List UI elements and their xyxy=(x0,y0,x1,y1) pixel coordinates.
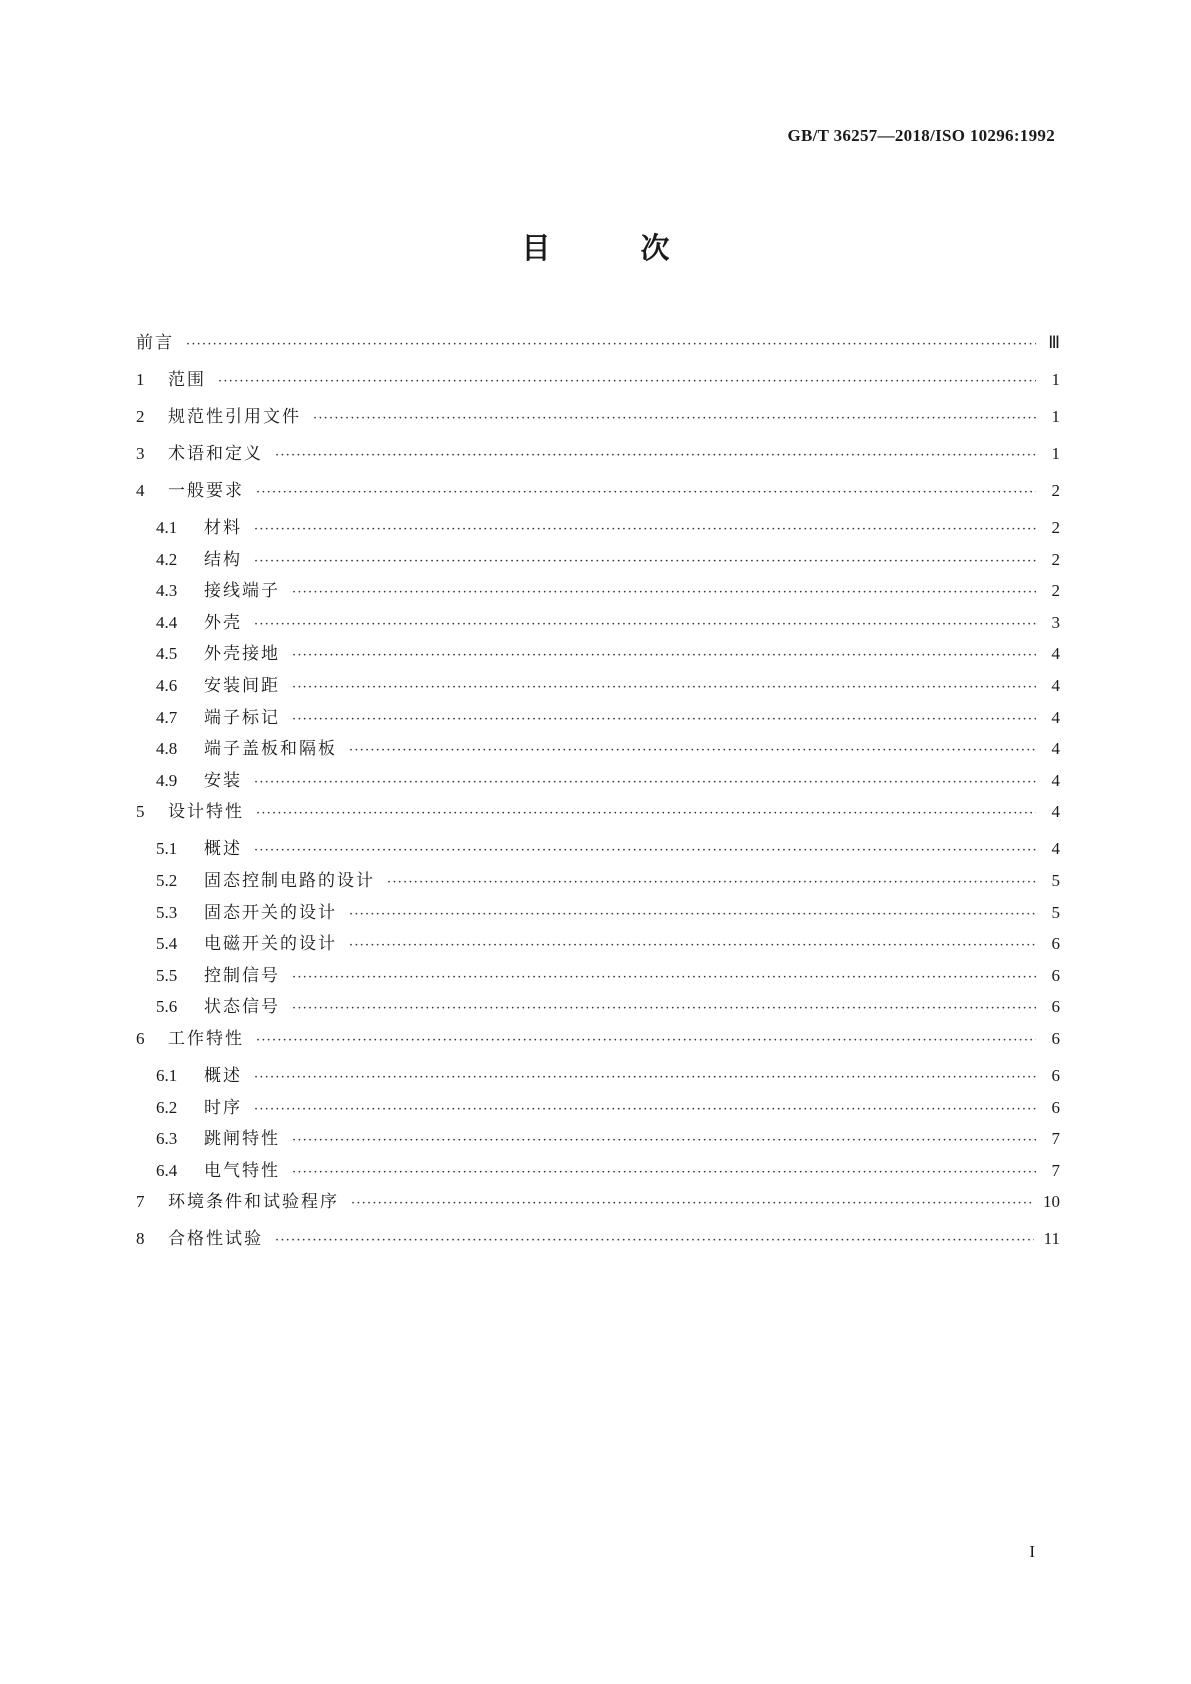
toc-entry-number: 5.2 xyxy=(156,870,178,890)
toc-entry-page: 2 xyxy=(1051,549,1060,569)
table-of-contents xyxy=(136,328,1060,1261)
toc-leader-dots xyxy=(254,554,1036,569)
toc-entry-label: 环境条件和试验程序 xyxy=(168,1192,339,1213)
toc-entry-label: 材料 xyxy=(204,518,242,538)
toc-leader-dots xyxy=(275,448,1036,463)
toc-entry[interactable] xyxy=(136,576,1060,608)
toc-entry[interactable] xyxy=(136,476,1060,513)
toc-entry-label: 状态信号 xyxy=(204,997,280,1018)
toc-entry-page: 6 xyxy=(1051,934,1060,954)
toc-entry[interactable] xyxy=(136,1024,1060,1061)
toc-entry-page: 4 xyxy=(1051,802,1060,822)
toc-leader-dots xyxy=(292,1165,1036,1180)
toc-leader-dots xyxy=(292,585,1036,600)
toc-entry-page: 4 xyxy=(1051,675,1060,695)
toc-entry-label: 安装间距 xyxy=(204,675,280,696)
toc-entry-page: 6 xyxy=(1051,1097,1060,1117)
toc-entry-page: 11 xyxy=(1043,1229,1060,1249)
toc-leader-dots xyxy=(292,680,1036,695)
toc-entry-label: 一般要求 xyxy=(168,481,244,501)
toc-entry[interactable] xyxy=(136,545,1060,577)
toc-entry-page: 3 xyxy=(1051,612,1060,632)
toc-entry-label: 接线端子 xyxy=(204,581,280,602)
toc-entry-number: 1 xyxy=(136,370,145,389)
toc-entry-number: 4.8 xyxy=(156,739,178,759)
toc-entry[interactable] xyxy=(136,1093,1060,1125)
toc-entry-page: 6 xyxy=(1051,997,1060,1017)
toc-entry-label: 术语和定义 xyxy=(168,444,263,464)
toc-leader-dots xyxy=(351,1196,1033,1211)
toc-leader-dots xyxy=(292,970,1036,985)
toc-leader-dots xyxy=(275,1233,1034,1248)
toc-leader-dots xyxy=(254,1070,1036,1085)
toc-entry[interactable] xyxy=(136,898,1060,930)
toc-entry-label: 安装 xyxy=(204,770,242,791)
toc-entry-number: 5.6 xyxy=(156,997,178,1017)
toc-entry-number: 4.7 xyxy=(156,707,178,727)
toc-entry[interactable] xyxy=(136,639,1060,671)
toc-entry-page: 1 xyxy=(1051,370,1060,389)
toc-entry-page: 4 xyxy=(1051,739,1060,759)
toc-entry[interactable] xyxy=(136,671,1060,703)
toc-entry-page: 7 xyxy=(1051,1160,1060,1180)
toc-entry-number: 4.6 xyxy=(156,675,178,695)
toc-entry-number: 3 xyxy=(136,444,145,463)
toc-entry-label: 电磁开关的设计 xyxy=(204,934,337,955)
toc-entry-label: 前言 xyxy=(136,333,174,353)
toc-leader-dots xyxy=(349,938,1036,953)
toc-entry[interactable] xyxy=(136,961,1060,993)
toc-entry[interactable] xyxy=(136,1187,1060,1224)
toc-entry-page: 2 xyxy=(1051,518,1060,537)
toc-leader-dots xyxy=(218,374,1036,389)
toc-entry-number: 5.3 xyxy=(156,902,178,922)
toc-entry[interactable] xyxy=(136,1061,1060,1093)
toc-entry-page: 1 xyxy=(1051,444,1060,463)
toc-leader-dots xyxy=(254,617,1036,632)
toc-leader-dots xyxy=(313,411,1036,426)
toc-entry[interactable] xyxy=(136,439,1060,476)
toc-leader-dots xyxy=(256,806,1036,821)
toc-entry[interactable] xyxy=(136,365,1060,402)
toc-entry-label: 范围 xyxy=(168,370,206,390)
toc-entry-number: 4.5 xyxy=(156,644,178,664)
toc-entry-number: 6 xyxy=(136,1028,145,1048)
toc-entry-label: 概述 xyxy=(204,1065,242,1086)
toc-entry-number: 6.2 xyxy=(156,1097,178,1117)
toc-entry[interactable] xyxy=(136,834,1060,866)
toc-entry[interactable] xyxy=(136,328,1060,365)
toc-leader-dots xyxy=(292,712,1036,727)
toc-entry-label: 设计特性 xyxy=(168,802,244,823)
toc-entry[interactable] xyxy=(136,992,1060,1024)
toc-entry-label: 外壳接地 xyxy=(204,644,280,665)
toc-entry[interactable] xyxy=(136,513,1060,545)
toc-entry[interactable] xyxy=(136,797,1060,834)
toc-leader-dots xyxy=(254,775,1036,790)
toc-entry-label: 规范性引用文件 xyxy=(168,407,301,427)
standard-code: GB/T 36257—2018/ISO 10296:1992 xyxy=(787,126,1055,145)
toc-entry-number: 6.4 xyxy=(156,1160,178,1180)
toc-entry-page: 7 xyxy=(1051,1129,1060,1149)
toc-entry[interactable] xyxy=(136,866,1060,898)
toc-entry-page: 4 xyxy=(1051,770,1060,790)
toc-entry-label: 端子盖板和隔板 xyxy=(204,739,337,760)
toc-entry[interactable] xyxy=(136,703,1060,735)
toc-leader-dots xyxy=(387,875,1036,890)
toc-entry[interactable] xyxy=(136,608,1060,640)
toc-entry-label: 结构 xyxy=(204,549,242,570)
toc-entry-label: 固态控制电路的设计 xyxy=(204,870,375,891)
toc-leader-dots xyxy=(256,1033,1036,1048)
toc-entry-label: 工作特性 xyxy=(168,1028,244,1049)
toc-entry-page: 6 xyxy=(1051,1028,1060,1048)
toc-entry-page: 5 xyxy=(1051,870,1060,890)
toc-entry-number: 4.3 xyxy=(156,581,178,601)
toc-entry-number: 4 xyxy=(136,481,145,500)
toc-entry-number: 8 xyxy=(136,1229,145,1249)
toc-entry-label: 合格性试验 xyxy=(168,1229,263,1250)
toc-entry-label: 跳闸特性 xyxy=(204,1129,280,1150)
toc-entry-label: 电气特性 xyxy=(204,1160,280,1181)
page-number: I xyxy=(1029,1542,1035,1561)
toc-entry-page: 6 xyxy=(1051,1065,1060,1085)
toc-entry-page: 4 xyxy=(1051,839,1060,859)
toc-entry[interactable] xyxy=(136,402,1060,439)
toc-entry-number: 2 xyxy=(136,407,145,426)
toc-entry-page: 5 xyxy=(1051,902,1060,922)
toc-leader-dots xyxy=(349,907,1036,922)
toc-entry-number: 4.1 xyxy=(156,518,178,537)
toc-entry-number: 4.9 xyxy=(156,770,178,790)
toc-leader-dots xyxy=(292,1133,1036,1148)
toc-entry-page: 10 xyxy=(1043,1192,1060,1212)
toc-entry-label: 时序 xyxy=(204,1097,242,1118)
page-title: 目 次 xyxy=(521,231,710,265)
toc-entry-number: 7 xyxy=(136,1192,145,1212)
toc-entry-page: 4 xyxy=(1051,707,1060,727)
toc-entry-page: Ⅲ xyxy=(1048,333,1060,352)
toc-entry-label: 外壳 xyxy=(204,612,242,633)
toc-leader-dots xyxy=(254,843,1036,858)
toc-entry-number: 6.3 xyxy=(156,1129,178,1149)
toc-entry[interactable] xyxy=(136,1224,1060,1261)
toc-entry-number: 5 xyxy=(136,802,145,822)
toc-entry-number: 6.1 xyxy=(156,1065,178,1085)
toc-entry[interactable] xyxy=(136,1124,1060,1156)
toc-leader-dots xyxy=(292,648,1036,663)
toc-entry-page: 6 xyxy=(1051,965,1060,985)
toc-entry[interactable] xyxy=(136,1156,1060,1188)
toc-entry[interactable] xyxy=(136,734,1060,766)
toc-entry-number: 4.2 xyxy=(156,549,178,569)
toc-entry-label: 端子标记 xyxy=(204,707,280,728)
toc-entry-page: 2 xyxy=(1051,481,1060,500)
toc-leader-dots xyxy=(186,337,1036,352)
toc-leader-dots xyxy=(349,743,1036,758)
toc-entry-label: 概述 xyxy=(204,839,242,860)
toc-entry[interactable] xyxy=(136,766,1060,798)
toc-leader-dots xyxy=(254,522,1036,537)
toc-leader-dots xyxy=(254,1102,1036,1117)
toc-entry[interactable] xyxy=(136,929,1060,961)
toc-entry-number: 5.5 xyxy=(156,965,178,985)
toc-entry-number: 5.1 xyxy=(156,839,178,859)
toc-entry-label: 控制信号 xyxy=(204,965,280,986)
toc-entry-number: 5.4 xyxy=(156,934,178,954)
toc-entry-label: 固态开关的设计 xyxy=(204,902,337,923)
toc-leader-dots xyxy=(292,1001,1036,1016)
toc-entry-page: 4 xyxy=(1051,644,1060,664)
toc-entry-page: 2 xyxy=(1051,581,1060,601)
toc-entry-page: 1 xyxy=(1051,407,1060,426)
toc-entry-number: 4.4 xyxy=(156,612,178,632)
toc-leader-dots xyxy=(256,485,1036,500)
